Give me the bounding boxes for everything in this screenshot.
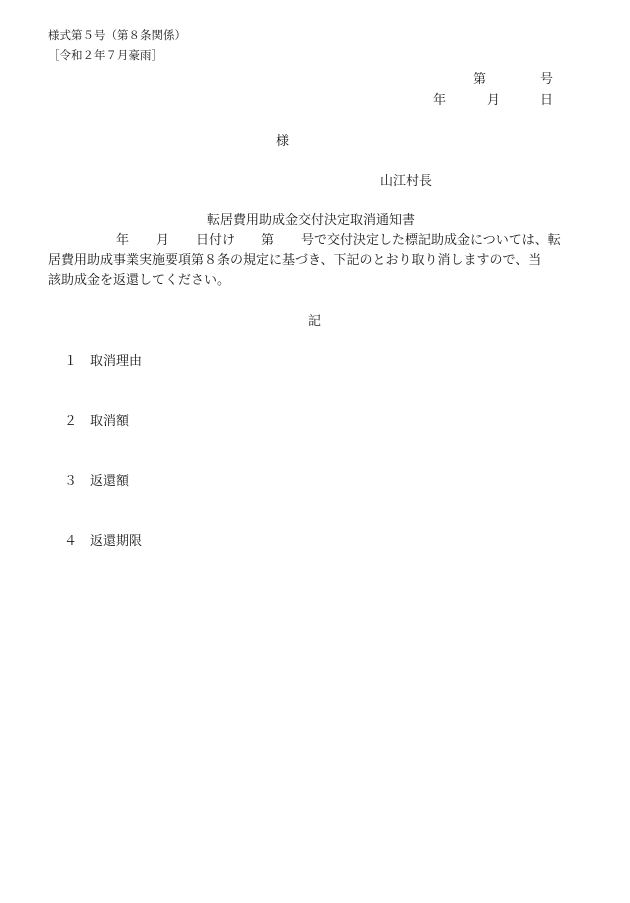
body-line3: 該助成金を返還してください。 [48,273,231,288]
doc-number-go: 号 [540,72,554,87]
date-month: 月 [487,93,501,108]
item-number: ２ [64,414,78,429]
body-line1-dai: 第 [261,233,275,248]
doc-number-dai: 第 [473,72,487,87]
item-label-torikeshi-gaku: 取消額 [90,414,130,429]
date-day: 日 [540,93,554,108]
body-line1-day: 日付け [196,233,236,248]
addressee-sama: 様 [276,134,290,149]
body-line2: 居費用助成事業実施要項第８条の規定に基づき、下記のとおり取り消しますので、当 [48,253,542,268]
item-number: ３ [64,474,78,489]
body-line1-year: 年 [116,233,130,248]
form-number: 様式第５号（第８条関係） [48,28,186,42]
date-year: 年 [433,93,447,108]
item-number: ４ [64,534,78,549]
document-title: 転居費用助成金交付決定取消通知書 [207,213,416,228]
item-label-henkan-kigen: 返還期限 [90,534,143,549]
body-line1-month: 月 [156,233,170,248]
sender-name: 山江村長 [380,174,433,189]
item-number: １ [64,354,78,369]
form-note: ［令和２年７月豪雨］ [48,48,163,62]
item-label-henkan-gaku: 返還額 [90,474,130,489]
item-label-torikeshi-riyu: 取消理由 [90,354,143,369]
ki-label: 記 [308,314,322,329]
body-line1-rest: 号で交付決定した標記助成金については、転 [301,233,561,248]
